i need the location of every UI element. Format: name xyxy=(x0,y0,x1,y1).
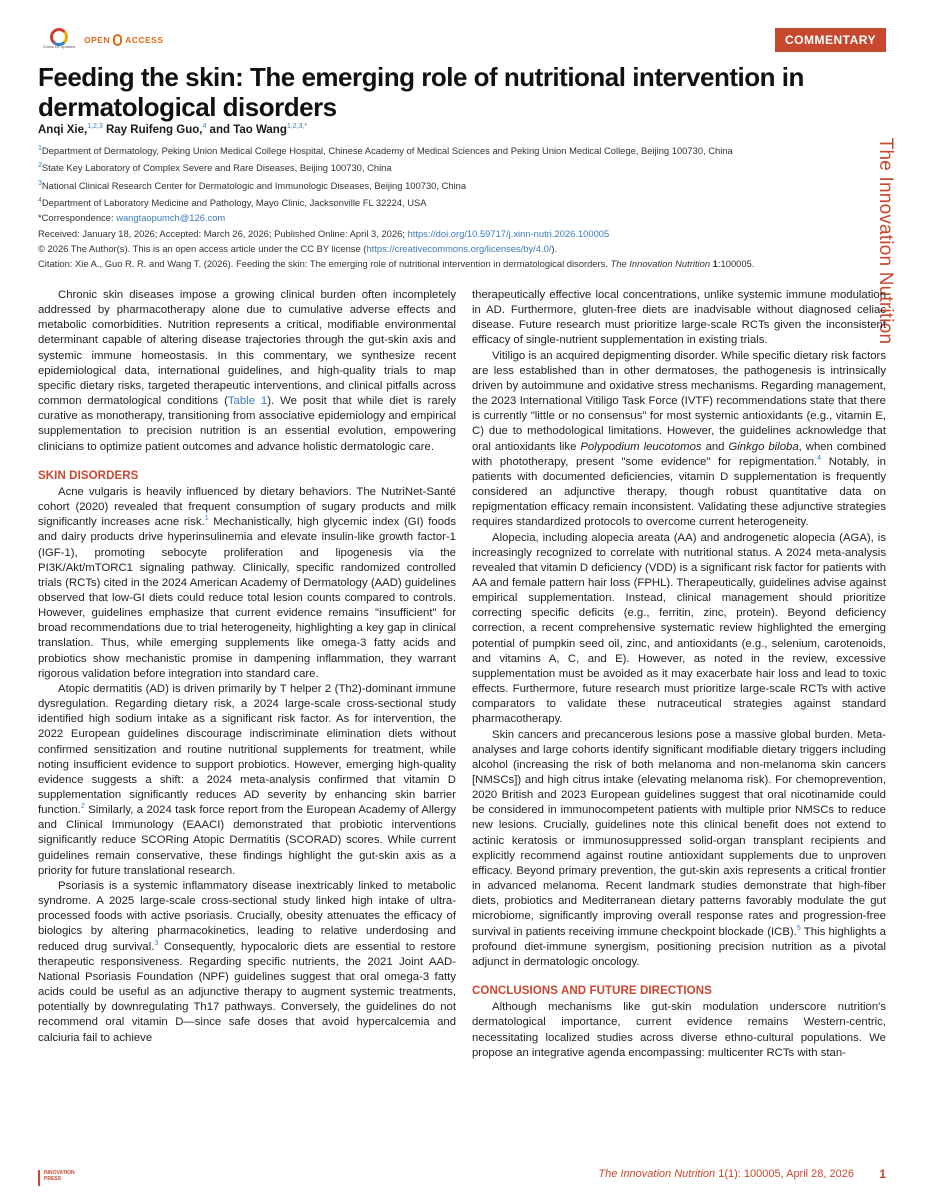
open-lock-icon xyxy=(113,34,122,46)
doi-link[interactable]: https://doi.org/10.59717/j.xinn-nutri.2026.100005 xyxy=(407,227,610,239)
page-footer xyxy=(38,1158,886,1186)
article-title: Feeding the skin: The emerging role of nutritional intervention in dermatological disorders xyxy=(38,62,804,122)
top-bar xyxy=(42,28,886,56)
copyright-line: © 2026 The Author(s). This is an open access article under the CC BY license (https://creativecommons.org/licenses/by/4.0/). xyxy=(38,242,558,254)
author-name[interactable]: Anqi Xie, xyxy=(38,123,88,136)
correspondence-email-link[interactable]: wangtaopumch@126.com xyxy=(116,212,226,224)
open-access-label: OPEN ACCESS xyxy=(84,35,164,45)
citation-line: Citation: Xie A., Guo R. R. and Wang T. (2026). Feeding the skin: The emerging role of nutritional intervention in dermatological disorders. The Innovation Nutrition 1:100005. xyxy=(38,257,755,269)
affiliation: $^3$National Clinical Research Center for Dermatologic and Immunologic Diseases, Beijing 100730, China xyxy=(38,179,467,191)
ref-link[interactable]: 3 xyxy=(154,939,159,947)
alopecia-paragraph: Alopecia, including alopecia areata (AA) and androgenetic alopecia (AGA), is increasingly recognized to correlate with nutritional status. A 2024 meta-analysis revealed that vitamin D deficiency (VDD) is a significant risk factor for patients with AA and female pattern hair loss (FPHL). Therapeutically, guidelines advise against empirical supplementation. Instead, clinical management should prioritize correcting specific deficits (e.g., ferritin, zinc, protein). Beyond deficiency correction, a recent comprehensive systematic review highlighted the emerging potential of pumpkin seed oil, zinc, and antioxidants (e.g., selenium, carotenoids, and vitamins A, C, and E). However, as noted in the review, excessive supplementation must be avoided as it may exacerbate hair loss and lead to toxic effects. Furthermore, future research must prioritize large-scale RCTs with active comparators to validate these nutraceutical strategies against standard pharmacotherapy. xyxy=(472,531,886,726)
ref-link[interactable]: 5 xyxy=(796,924,801,932)
footer-journal-info: The Innovation Nutrition 1(1): 100005, April 28, 2026 xyxy=(598,1168,854,1180)
license-link[interactable]: https://creativecommons.org/licenses/by/4.0/ xyxy=(366,242,552,254)
intro-paragraph: Chronic skin diseases impose a growing clinical burden often incompletely addressed by pharmacotherapy alone due to cumulative adverse effects and metabolic comorbidities. Nutrition represents a critical, modifiable environmental determinant capable of altering disease trajectories through the gut-skin axis and systemic immune homeostasis. In this commentary, we synthesize recent epidemiological data, international guidelines, and high-quality trials to map specific dietary risks, targeted therapeutic interventions, and clinical pitfalls across common dermatological conditions (Table 1). We posit that while diet is rarely curative as monotherapy, transitioning from associative epidemiology and empirical supplementation to precision nutrition is an essential evolution, empowering clinicians to optimize patient outcomes and advance holistic dermatologic care. xyxy=(38,289,456,453)
conclusion-paragraph: Although mechanisms like gut-skin modulation underscore nutrition's dermatological importance, current evidence remains Western-centric, necessitating localized studies across diverse ethno-cultural populations. We propose an integrative agenda encompassing: multicenter RCTs with stan- xyxy=(472,1001,886,1059)
body-column-left xyxy=(38,288,456,1046)
ref-link[interactable]: 2 xyxy=(80,803,85,811)
section-heading-conclusions: CONCLUSIONS AND FUTURE DIRECTIONS xyxy=(472,985,712,998)
body-column-right xyxy=(472,288,886,1061)
ref-link[interactable]: 1 xyxy=(204,515,209,523)
check-for-updates-label: Check for updates xyxy=(42,44,76,49)
ref-link[interactable]: 4 xyxy=(817,454,822,462)
side-journal-title: The Innovation Nutrition xyxy=(875,137,896,345)
psoriasis-paragraph-continued: therapeutically effective local concentrations, unlike systemic immune modulation in AD. Furthermore, gluten-free diets are inadvisable without diagnosed celiac disease. Future research must prioritize large-scale RCTs given the inconsistent efficacy of single-nutrient supplementation in existing trials. xyxy=(472,289,886,347)
vitiligo-paragraph: Vitiligo is an acquired depigmenting disorder. While specific dietary risk factors are less established than in other dermatoses, the pathogenesis is intrinsically driven by autoimmune and oxidative stress mechanisms. Regarding management, the 2023 International Vitiligo Task Force (IVTF) recommendations state that there is currently "little or no consensus" for most systemic antioxidants (e.g., vitamin E, C) due to methodological limitations. However, the guidelines acknowledge that oral antioxidants like Polypodium leucotomos and Ginkgo biloba, when combined with phototherapy, present "some evidence" for repigmentation.$^4$ Notably, in patients with documented deficiencies, vitamin D supplementation is frequently considered an adjunctive therapy, though robust quantitative data on repigmentation efficacy remain inconsistent. Validating these adjunctive strategies requires standardized protocols to overcome current heterogeneity. xyxy=(472,349,887,529)
skin-cancer-paragraph: Skin cancers and precancerous lesions pose a massive global burden. Meta-analyses and large cohorts identify significant modifiable dietary triggers including alcohol (increasing the risk of both melanoma and non-melanoma skin cancers [NMSCs]) and high citrus intake (elevating melanoma risk). For chemoprevention, 2020 British and 2023 European guidelines suggest that oral nicotinamide could be considered in immunocompetent patients with multiple prior NMSCs to reduce new lesions. Crucially, guidelines note this clinical benefit does not extend to actinic keratosis or immunosuppressed solid-organ transplant recipients and explicitly recommend against routine antioxidant supplements due to unproven efficacy. Beyond primary prevention, the gut-skin axis represents a critical frontier in advanced melanoma. Recent landmark studies demonstrate that high-fiber diets, probiotics and Mediterranean dietary patterns favorably modulate the gut microbiome, significantly improving overall response rates and progression-free survival in patients receiving immune checkpoint blockade (ICB).$^5$ This highlights a profound diet-immune synergism, positioning precision nutrition as a pivotal adjunct in dermatologic oncology. xyxy=(472,728,886,968)
footer-accent-bar xyxy=(38,1170,40,1186)
dates-line: Received: January 18, 2026; Accepted: March 26, 2026; Published Online: April 3, 2026; https://doi.org/10.59717/j.xinn-nutri.2026.100005 xyxy=(38,227,610,239)
affiliations-block xyxy=(38,141,868,271)
affiliation: $^4$Department of Laboratory Medicine and Pathology, Mayo Clinic, Jacksonville FL 32224, USA xyxy=(38,196,427,209)
affiliation: $^1$Department of Dermatology, Peking Union Medical College Hospital, Chinese Academy of Medical Sciences and Peking Union Medical College, Beijing 100730, China xyxy=(38,145,733,157)
section-heading-skin-disorders: SKIN DISORDERS xyxy=(38,469,139,482)
author-list: Anqi Xie,$^{1,2,3}$ Ray Ruifeng Guo,$^4$ and Tao Wang$^{1,2,3,*}$ xyxy=(38,123,308,136)
publisher-logo: INNOVATION PRESS xyxy=(44,1170,75,1182)
atopic-dermatitis-paragraph: Atopic dermatitis (AD) is driven primarily by T helper 2 (Th2)-dominant immune dysregulation. Regarding dietary risk, a 2024 large-scale cross-sectional study identified high sodium intake as a significant risk factor. As for intervention, the 2022 European guidelines discourage indiscriminate elimination diets without confirmed sensitization and routine nutritional supplements for treatment, while noting insufficient evidence to support probiotics. However, emerging high-quality evidence suggests a shift: a 2024 meta-analysis confirmed that vitamin D supplementation significantly reduces AD severity by enhancing skin barrier function.$^2$ Similarly, a 2024 task force report from the European Academy of Allergy and Clinical Immunology (EAACI) demonstrated that probiotic interventions significantly reduce SCORing Atopic Dermatitis (SCORAD) scores. While current guidelines remain conservative, these findings highlight the gut-skin axis as a priority for future translational research. xyxy=(38,682,456,877)
table-1-link[interactable]: Table 1 xyxy=(227,395,268,408)
author-name[interactable]: and Tao Wang xyxy=(206,123,287,136)
correspondence: *Correspondence: wangtaopumch@126.com xyxy=(38,212,226,224)
page-number: 1 xyxy=(879,1167,886,1181)
psoriasis-paragraph: Psoriasis is a systemic inflammatory disease inextricably linked to metabolic syndrome. A 2025 large-scale cross-sectional study linked high intake of ultra-processed foods with active psoriasis. Crucially, obesity attenuates the efficacy of biologics by altering pharmacokinetics, leading to relative underdosing and reduced drug survival.$^3$ Consequently, hypocaloric diets are essential to restore therapeutic responsiveness. Regarding specific nutrients, the 2021 Joint AAD-National Psoriasis Foundation (NPF) guidelines suggest that oral omega-3 fatty acids could be useful as an adjunctive therapy to augment systemic treatments, potentially by downregulating Th17 pathways. Conversely, the guidelines do not recommend oral vitamin D—since safe doses that avoid hypercalcemia and calciuria fail to achieve xyxy=(38,879,456,1044)
check-for-updates-icon[interactable] xyxy=(42,28,76,54)
affiliation: $^2$State Key Laboratory of Complex Severe and Rare Diseases, Beijing 100730, China xyxy=(38,162,392,174)
article-type-badge: COMMENTARY xyxy=(775,28,886,52)
acne-paragraph: Acne vulgaris is heavily influenced by dietary behaviors. The NutriNet-Santé cohort (2020) revealed that frequent consumption of sugary products and milk significantly increases acne risk.$^1$ Mechanistically, high glycemic index (GI) foods and dairy products drive hyperinsulinemia and elevate insulin-like growth factor-1 (IGF-1), promoting sebocyte proliferation and lipogenesis via the PI3K/Akt/mTORC1 signaling pathway. Clinically, specific randomized controlled trials (RCTs) cited in the 2024 American Academy of Dermatology (AAD) guidelines observed that low-GI diets could reduce total lesion counts compared to controls. However, guidelines emphasize that current evidence remains "insufficient" for broad recommendations due to trial heterogeneity, highlighting a key gap in clinical translation. Thus, while emerging supplements like omega-3 fatty acids and probiotics show mechanistic promise in dampening inflammation, they warrant rigorous validation before integration into standard care. xyxy=(38,485,456,680)
author-name[interactable]: Ray Ruifeng Guo, xyxy=(102,123,203,136)
